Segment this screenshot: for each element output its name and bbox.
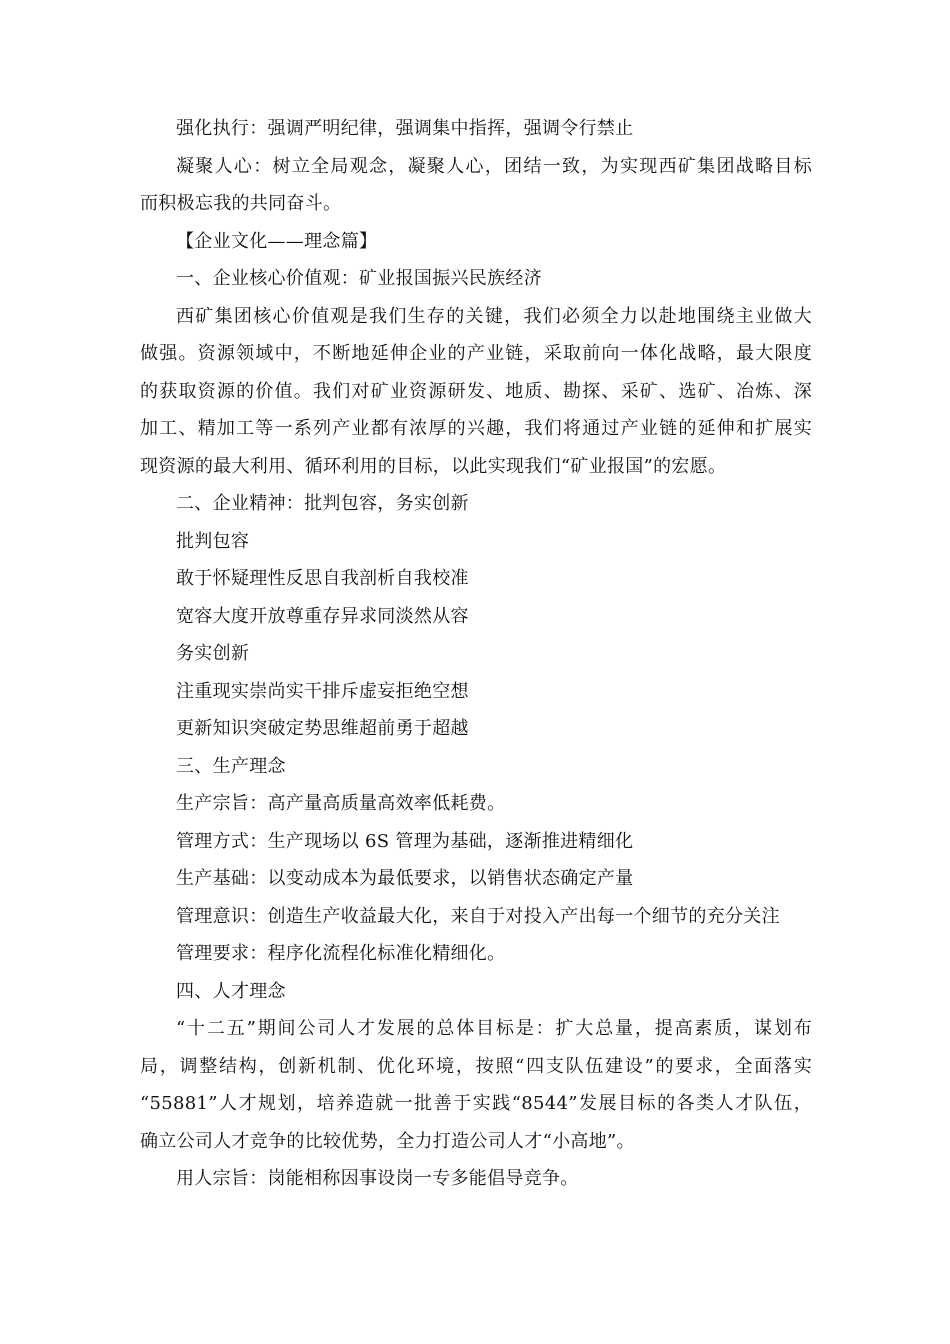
subheading-critical-tolerance: 批判包容 [176,531,250,552]
text-management-requirements: 管理要求：程序化流程化标准化精细化。 [176,943,506,964]
paragraph-talent-line-3: “55881”人才规划，培养造就一批善于实践“8544”发展目标的各类人才队伍， [140,1093,812,1114]
text-management-method: 管理方式：生产现场以 6S 管理为基础，逐渐推进精细化 [176,831,634,852]
text-focus-on-reality: 注重现实崇尚实干排斥虚妄拒绝空想 [176,681,469,702]
section-heading-corporate-culture: 【企业文化——理念篇】 [176,231,378,252]
paragraph-unite-hearts-line-1: 凝聚人心：树立全局观念，凝聚人心，团结一致，为实现西矿集团战略目标 [176,156,812,177]
paragraph-core-values-line-2: 做强。资源领域中，不断地延伸企业的产业链，采取前向一体化战略，最大限度 [140,343,812,364]
subheading-pragmatic-innovation: 务实创新 [176,643,250,664]
text-management-awareness: 管理意识：创造生产收益最大化，来自于对投入产出每一个细节的充分关注 [176,906,780,927]
text-dare-to-doubt: 敢于怀疑理性反思自我剖析自我校准 [176,568,469,589]
paragraph-unite-hearts-line-2: 而积极忘我的共同奋斗。 [140,193,342,214]
heading-production-philosophy: 三、生产理念 [176,756,286,777]
paragraph-talent-line-1: “十二五”期间公司人才发展的总体目标是：扩大总量，提高素质，谋划布 [176,1018,812,1039]
heading-enterprise-spirit: 二、企业精神：批判包容，务实创新 [176,493,469,514]
paragraph-core-values-line-5: 现资源的最大利用、循环利用的目标，以此实现我们“矿业报国”的宏愿。 [140,456,727,477]
paragraph-strengthen-execution: 强化执行：强调严明纪律，强调集中指挥，强调令行禁止 [176,118,634,139]
heading-talent-philosophy: 四、人才理念 [176,981,286,1002]
text-employment-purpose: 用人宗旨：岗能相称因事设岗一专多能倡导竞争。 [176,1168,579,1189]
heading-core-values: 一、企业核心价值观：矿业报国振兴民族经济 [176,268,542,289]
text-update-knowledge: 更新知识突破定势思维超前勇于超越 [176,718,469,739]
paragraph-core-values-line-3: 的获取资源的价值。我们对矿业资源研发、地质、勘探、采矿、选矿、冶炼、深 [140,381,812,402]
text-tolerance-openness: 宽容大度开放尊重存异求同淡然从容 [176,606,469,627]
text-production-basis: 生产基础：以变动成本为最低要求，以销售状态确定产量 [176,868,634,889]
text-production-purpose: 生产宗旨：高产量高质量高效率低耗费。 [176,793,506,814]
paragraph-talent-line-4: 确立公司人才竞争的比较优势，全力打造公司人才“小高地”。 [140,1131,635,1152]
paragraph-core-values-line-4: 加工、精加工等一系列产业都有浓厚的兴趣，我们将通过产业链的延伸和扩展实 [140,418,812,439]
paragraph-talent-line-2: 局，调整结构，创新机制、优化环境，按照“四支队伍建设”的要求，全面落实 [140,1056,812,1077]
paragraph-core-values-line-1: 西矿集团核心价值观是我们生存的关键，我们必须全力以赴地围绕主业做大 [176,306,812,327]
